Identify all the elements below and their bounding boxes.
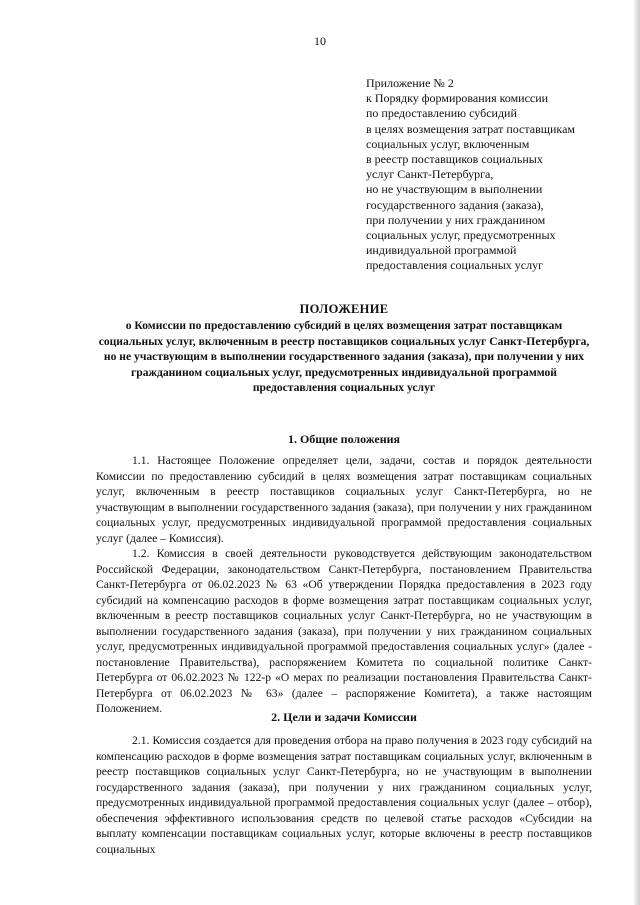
annex-header	[366, 76, 606, 274]
annex-line: в целях возмещения затрат поставщикам	[366, 121, 575, 136]
annex-line: при получении у них гражданином	[366, 212, 546, 227]
annex-line: но не участвующим в выполнении	[366, 182, 543, 197]
page-edge-shadow	[634, 0, 640, 905]
paragraph-1-1: 1.1. Настоящее Положение определяет цели, задачи, состав и порядок деятельности Комиссии по предоставлению субсидий в целях возмещения затрат поставщикам социальных услуг, включенным в реестр поставщиков социальных услуг Санкт-Петербурга, но не участвующим в выполнении государственного задания (заказа), при получении у них гражданином социальных услуг, предусмотренных индивидуальной программой предоставления социальных услуг (далее – Комиссия).	[96, 454, 592, 545]
annex-line: к Порядку формирования комиссии	[366, 91, 549, 106]
annex-line: Приложение № 2	[366, 76, 454, 90]
page-number: 10	[314, 34, 326, 48]
annex-line: индивидуальной программой	[366, 243, 517, 258]
document-title: ПОЛОЖЕНИЕ	[299, 302, 389, 316]
annex-line: по предоставлению субсидий	[366, 106, 517, 121]
document-subtitle: о Комиссии по предоставлению субсидий в целях возмещения затрат поставщикам социальных услуг, включенным в реестр поставщиков социальных услуг Санкт-Петербурга, но не участвующим в выполнении государственного задания (заказа), при получении у них гражданином социальных услуг, предусмотренных индивидуальной программой предоставления социальных услуг	[98, 319, 590, 395]
paragraph-2-1: 2.1. Комиссия создается для проведения отбора на право получения в 2023 году субсидий на компенсацию расходов в форме возмещения затрат поставщикам социальных услуг, включенным в реестр поставщиков социальных услуг Санкт-Петербурга, но не участвующим в выполнении государственного задания (заказа), при получении у них гражданином социальных услуг, предусмотренных индивидуальной программой предоставления социальных услуг (далее – отбор), обеспечения эффективного использования средств по целевой статье расходов «Субсидии на выплату компенсации поставщикам социальных услуг, которые включены в реестр поставщиков социальных	[96, 734, 592, 856]
section-heading-goals: 2. Цели и задачи Комиссии	[271, 710, 417, 724]
annex-line: государственного задания (заказа),	[366, 197, 544, 212]
annex-line: услуг Санкт-Петербурга,	[366, 167, 494, 182]
annex-line: социальных услуг, включенным	[366, 136, 530, 151]
paragraph-1-2: 1.2. Комиссия в своей деятельности руководствуется действующим законодательством Российской Федерации, законодательством Санкт-Петербурга, постановлением Правительства Санкт-Петербурга от 06.02.2023 № 63 «Об утверждении Порядка предоставления в 2023 году субсидий на компенсацию расходов в форме возмещения затрат поставщикам социальных услуг, включенным в реестр поставщиков социальных услуг Санкт-Петербурга, но не участвующим в выполнении государственного задания (заказа), при получении у них гражданином социальных услуг, предусмотренных индивидуальной программой предоставления социальных услуг» (далее - постановление Правительства), распоряжением Комитета по социальной политике Санкт-Петербурга от 06.02.2023 № 122-р «О мерах по реализации постановления Правительства Санкт-Петербурга от 06.02.2023 № 63» (далее – распоряжение Комитета), а также настоящим Положением.	[96, 547, 592, 715]
annex-line: предоставления социальных услуг	[366, 258, 544, 273]
section-heading-general: 1. Общие положения	[287, 432, 401, 446]
annex-line: социальных услуг, предусмотренных	[366, 228, 556, 243]
annex-line: в реестр поставщиков социальных	[366, 152, 543, 167]
